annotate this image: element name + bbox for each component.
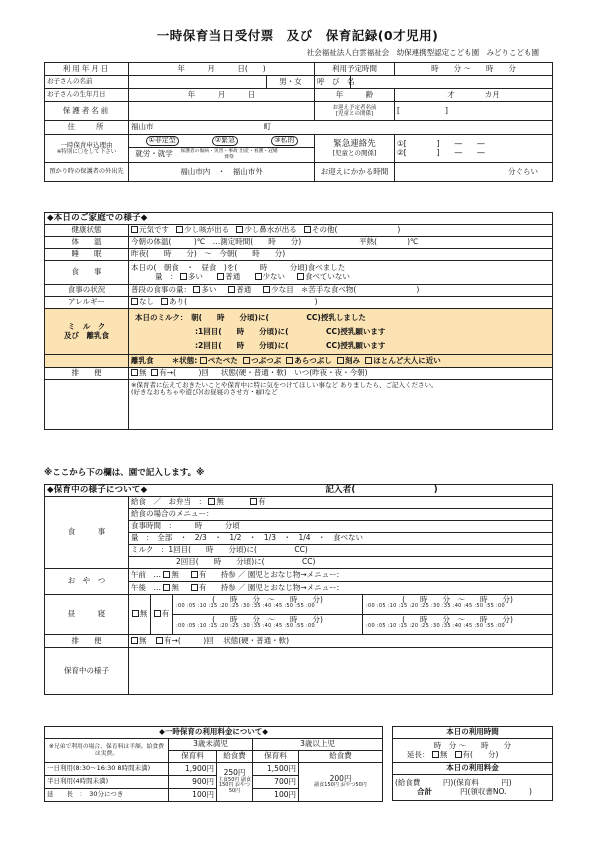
care-meal-cb-yes[interactable] [250,498,257,505]
reason-emergency-text: 保護者の傷病・災害・事故 出産・看護・冠婚葬祭 [180,148,278,160]
care-state-label: 保育中の様子 [45,648,129,695]
yobina-label: 呼 び 名 [315,76,351,89]
fees-title: ◆一時保育の利用料金について◆ [45,727,383,739]
reason-label: 一時保育申込理由 ※特別に〇をして下さい [45,135,129,163]
temp-field[interactable]: 今朝の体温( )℃ …測定時間( 時 分) 平熱( )℃ [129,237,553,249]
guardian-out-field[interactable]: 福山市内 ・ 福山市外 [129,163,315,182]
weaning-cb-1[interactable] [200,357,207,364]
meal-cb-4[interactable] [297,273,304,280]
fees-under3-header: 3歳未満児 [169,739,253,751]
care-meal-menu[interactable]: 給食の場合のメニュー： [129,509,553,521]
age-label: 年 齢 [315,89,395,102]
usage-fee-title: 本日の利用料金 [393,763,553,775]
meal-state-cb-1[interactable] [193,286,200,293]
child-name-label: お子さんの名前 [45,76,129,89]
snack-pm[interactable]: 午後 … 無 有 持参 ／ 園児とおなじ物→メニュー: [129,582,553,595]
org-type: 幼保連携型認定こども園 [396,48,480,57]
milk-label: ミ ル ク 及び 離乳食 [45,309,129,355]
care-meal-type[interactable]: 給食 ／ お弁当 ： 無 有 [129,497,553,509]
health-cb-2[interactable] [176,226,183,233]
sleep-field[interactable]: 昨夜( 時 分) ～ 今朝( 時 分) [129,249,553,261]
allergy-label: アレルギー [45,297,129,309]
allergy-cb-none[interactable] [131,298,138,305]
commute-label: お迎えにかかる時間 [315,163,395,182]
reason-opt-atypical[interactable]: ①非定型 [146,136,179,146]
fee-row-ext-label: 延 長 ： 30分につき [45,789,169,802]
weaning-cb-5[interactable] [365,357,372,364]
guardian-field[interactable] [129,102,315,121]
temp-label: 体 温 [45,237,129,249]
care-stool-cb-none[interactable] [131,637,138,644]
meal-fee-u3: 250円 主食50円 副食150円 おやつ50円 [217,763,253,802]
care-meal-label: 食 事 [45,497,129,569]
reason-opt-emergency[interactable]: ②緊急 [212,136,238,146]
snack-label: お や つ [45,569,129,595]
fees-col-meal-u3: 給食費 [217,751,253,763]
health-cb-1[interactable] [131,226,138,233]
care-stool-field[interactable]: 無 有→( )回 状態(硬・普通・軟) [129,635,553,648]
weaning-cb-2[interactable] [243,357,250,364]
fee-row-half-u3: 900円 [169,776,217,789]
org-corp: 社会福祉法人白雲福祉会 [306,48,390,57]
fees-over3-header: 3歳以上児 [253,739,383,751]
fee-row-full-u3: 1,900円 [169,763,217,776]
fee-row-full-o3: 1,500円 [253,763,299,776]
emergency-label: 緊急連絡先 [児童との関係] [315,135,395,163]
nap-times[interactable]: ( 時 分 ～ 時 分) :00 :05 :10 :15 :20 :25 :30 :35 :40 :45 :50 :55 :00 ( 時 分 ～ 時 分) :00 :05 :10 :15 :20 :25 :30 :35 :40 :45 :50 :55 :00 ( 時 分 ～ 時 分) :00 :05 :10 :15 :20 :25 :30 :35 :40 :45 :50 :55 :00 ( 時 分 ～ 時 分) :00 :05 :10 :15 :20 :25 :30 :35 :40 :45 :50 :55 :00 [173,595,553,635]
nap-scale-2: :00 :05 :10 :15 :20 :25 :30 :35 :40 :45 :50 :55 :00 [366,603,505,610]
guardian-out-label: 預かり時の保護者の外出先 [45,163,129,182]
allergy-field[interactable]: なし あり( ) [129,297,553,309]
usage-fee-field[interactable]: (給食費 円)(保育料 円) 合計 円(領収書NO. ) [393,775,553,801]
birth-label: お子さんの生年月日 [45,89,129,102]
reason-opt-private[interactable]: ③私的 [271,136,297,146]
recorder-field[interactable]: 記入者( ) [325,484,438,495]
emergency-field[interactable]: ①[ ] ― ― ②[ ] ― ― [395,135,553,163]
snack-am-cb-yes[interactable] [191,571,198,578]
meal-field[interactable]: 本日の( 朝食 ・ 昼食 )を( 時 分頃)食べました 量 ： 多い 普通 少ない 食べていない [129,261,553,285]
stool-cb-yes[interactable] [151,369,158,376]
home-table [44,212,553,430]
fee-row-full-label: 一日利用(8:30～16:30 8時間未満) [45,763,169,776]
pickup-label: お迎え予定者名前 [児童との関係] [315,102,395,121]
fees-note: ※兄弟で利用の場合、保育料は半額。給食費は実費。 [45,739,169,763]
milk-field[interactable]: 本日のミルク： 朝( 時 分頃)に( CC)授乳しました :1回目( 時 分頃)に( CC)授乳願います :2回目( 時 分頃)に( CC)授乳願います [129,309,553,355]
date-field[interactable]: 年 月 日( ) [129,63,315,76]
home-notes-field[interactable]: ※保育者に伝えておきたいことや保育中に特に気をつけてほしい事など ありましたら、ご記入ください。 (好きなおもちゃや遊び)(お昼寝のさせ方・癖)など [129,380,553,430]
reason-work-text: 就労・就学 [135,149,173,159]
staff-only-notice: ※ここから下の欄は、園で記入します。※ [44,468,205,478]
fee-row-ext-o3: 100円 [253,789,299,802]
nap-label: 昼 寝 [45,595,129,635]
nap-scale-3: :00 :05 :10 :15 :20 :25 :30 :35 :40 :45 :50 :55 :00 [176,623,315,630]
meal-cb-2[interactable] [217,273,224,280]
usage-time-title: 本日の利用時間 [393,727,553,739]
weaning-field[interactable]: 離乳食 ＊状態: ぺたぺた つぶつぶ あらつぶし 刻み ほとんど大人に近い [129,355,553,368]
sleep-label: 睡 眠 [45,249,129,261]
usage-ext-cb-yes[interactable] [455,751,462,758]
organization-line [302,47,539,58]
meal-state-field[interactable]: 普段の食事の量： 多い 普通 少な目 ＊苦手な食べ物( ) [129,285,553,297]
care-meal-time[interactable]: 食事時間 ： 時 分頃 [129,521,553,533]
basic-info-table [44,62,553,182]
time-label: 利用予定時間 [315,63,395,76]
birth-field[interactable]: 年 月 日 [129,89,315,102]
stool-cb-none[interactable] [131,369,138,376]
meal-state-cb-2[interactable] [228,286,235,293]
meal-label: 食 事 [45,261,129,285]
care-meal-cb-none[interactable] [208,498,215,505]
stool-label: 排 便 [45,368,129,380]
snack-am-cb-none[interactable] [163,571,170,578]
usage-ext-cb-none[interactable] [432,751,439,758]
org-name: みどりこども園 [486,48,539,57]
fee-row-half-label: 半日利用(4時間未満) [45,776,169,789]
care-table [44,484,553,695]
time-field[interactable]: 時 分 ～ 時 分 [395,63,553,76]
meal-state-label: 食事の状況 [45,285,129,297]
fees-table [44,726,383,802]
weaning-cb-4[interactable] [337,357,344,364]
reason-options[interactable] [129,135,315,163]
care-section-title: ◆保育中の様子について◆ 記入者( ) [45,485,553,497]
fee-row-ext-u3: 100円 [169,789,217,802]
fees-col-fee-o3: 保育料 [253,751,299,763]
snack-pm-cb-yes[interactable] [191,584,198,591]
care-stool-label: 排 便 [45,635,129,648]
nap-scale-1: :00 :05 :10 :15 :20 :25 :30 :35 :40 :45 :50 :55 :00 [176,603,315,610]
date-label: 利用年月日 [45,63,129,76]
fee-row-half-o3: 700円 [253,776,299,789]
address-field[interactable]: 福山市 町 [129,121,553,135]
care-stool-cb-yes[interactable] [156,637,163,644]
meal-cb-1[interactable] [180,273,187,280]
home-section-title: ◆本日のご家庭での様子◆ [45,213,553,225]
usage-time-field[interactable]: 時 分 ～ 時 分 延長： 無 有( 分) [393,739,553,763]
health-label: 健康状態 [45,225,129,237]
meal-cb-3[interactable] [255,273,262,280]
sex-field[interactable]: 男・女 [267,76,315,89]
care-state-field[interactable] [129,648,553,695]
child-name-field[interactable] [129,76,267,89]
pickup-field[interactable]: [ ] [395,102,553,121]
usage-table [392,726,553,801]
page-title: 一時保育当日受付票 及び 保育記録(0才児用) [156,28,439,43]
weaning-cb-3[interactable] [286,357,293,364]
yobina-field[interactable] [351,76,553,89]
nap-opt-none[interactable]: 無 [129,595,151,635]
snack-am[interactable]: 午前 … 無 有 持参 ／ 園児とおなじ物→メニュー: [129,569,553,582]
fees-col-meal-o3: 給食費 [299,751,383,763]
care-meal-amount[interactable]: 量 ： 全部 ・ 2/3 ・ 1/2 ・ 1/3 ・ 1/4 ・ 食べない [129,533,553,545]
nap-opt-yes[interactable]: 有 [151,595,173,635]
fees-col-fee-u3: 保育料 [169,751,217,763]
commute-field[interactable]: 分ぐらい [395,163,553,182]
guardian-label: 保護者名前 [45,102,129,121]
meal-fee-o3: 200円 副食150円 おやつ50円 [299,763,383,802]
age-field[interactable]: 才 カ月 [395,89,553,102]
health-cb-4[interactable] [304,226,311,233]
nap-scale-4: :00 :05 :10 :15 :20 :25 :30 :35 :40 :45 :50 :55 :00 [366,623,505,630]
address-label: 住 所 [45,121,129,135]
allergy-cb-yes[interactable] [161,298,168,305]
stool-field[interactable]: 無 有→( )回 状態(硬・普通・軟) いつ(昨夜・夜・今朝) [129,368,553,380]
health-cb-3[interactable] [236,226,243,233]
care-milk-1[interactable]: ミルク ：1回目( 時 分頃)に( CC) [129,545,553,557]
care-milk-2[interactable]: 2回目( 時 分頃)に( CC) [129,557,553,569]
health-options[interactable]: 元気です 少し咳が出る 少し鼻水が出る その他( ) [129,225,553,237]
snack-pm-cb-none[interactable] [163,584,170,591]
meal-state-cb-3[interactable] [263,286,270,293]
weaning-label: 離乳食 [131,355,154,365]
